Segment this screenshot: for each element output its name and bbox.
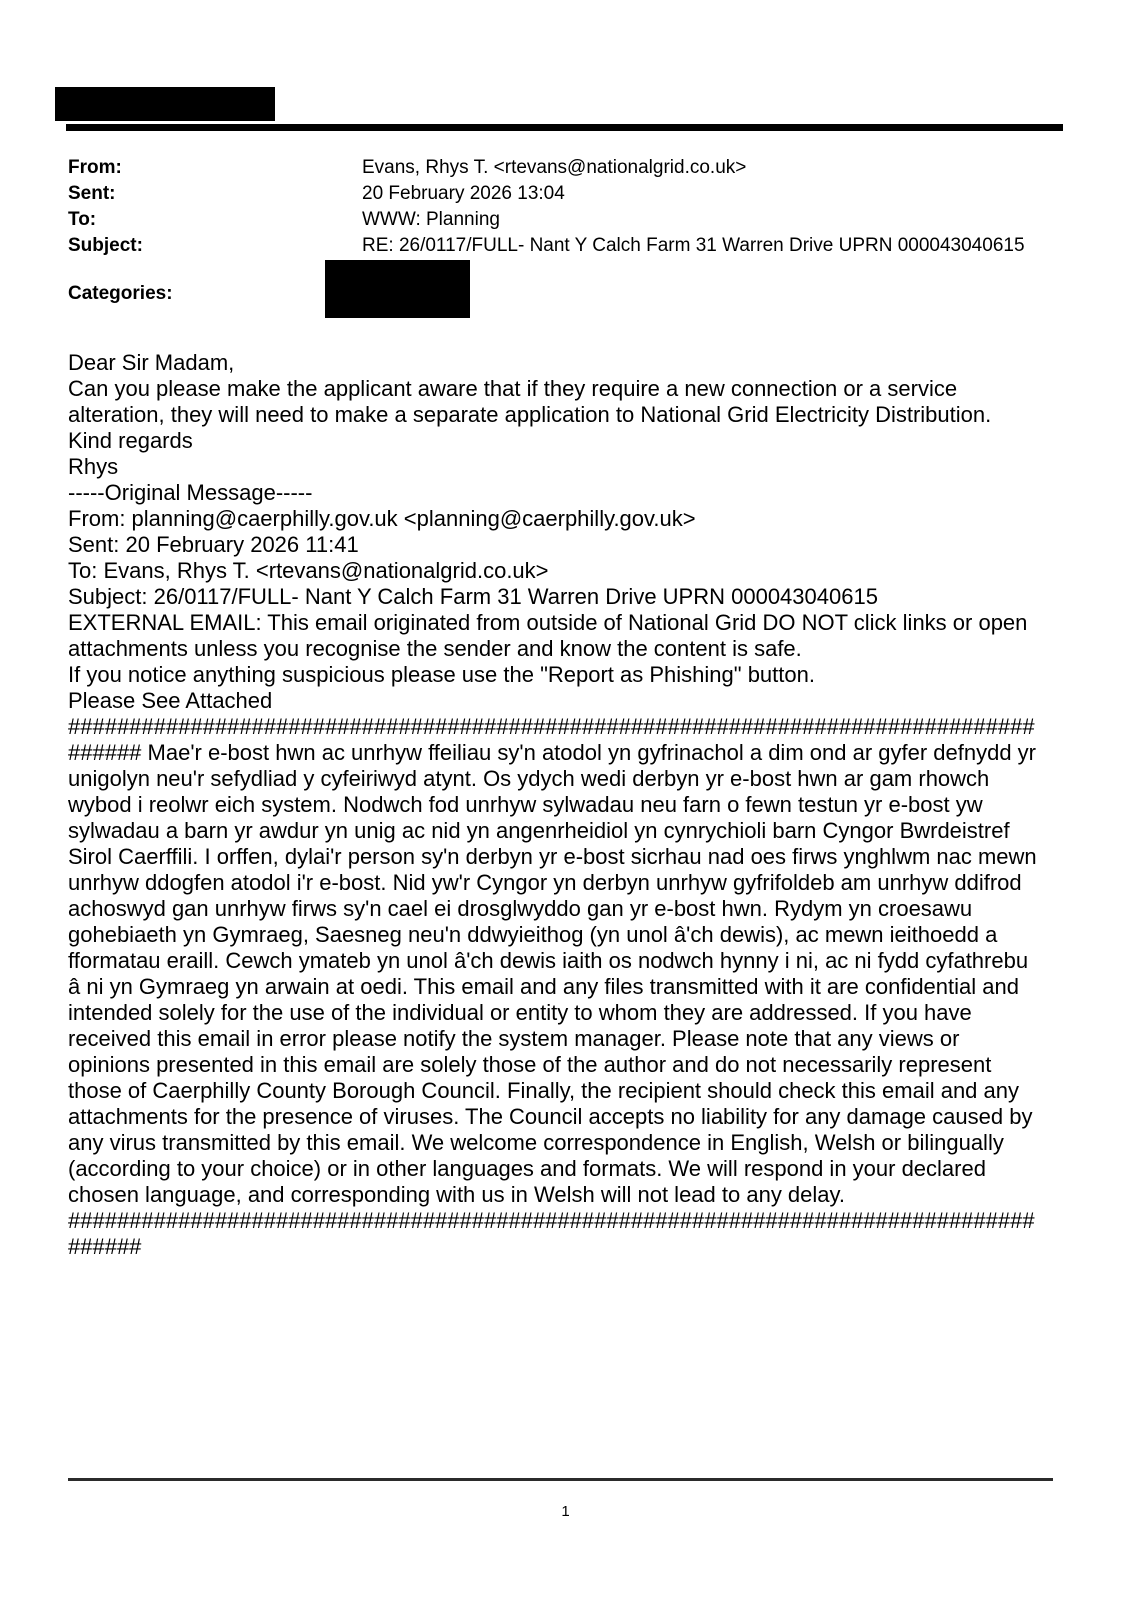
quoted-sent: Sent: 20 February 2026 11:41 xyxy=(68,532,359,557)
quoted-subject: Subject: 26/0117/FULL- Nant Y Calch Farm 31 Warren Drive UPRN 000043040615 xyxy=(68,584,878,609)
external-warning-text: EXTERNAL EMAIL: This email originated from outside of National Grid DO NOT click links or open attachments unless you recognise the sender and know the content is safe. xyxy=(68,610,1028,661)
redaction-box-top xyxy=(55,87,275,121)
external-email-warning xyxy=(68,610,1038,688)
page-number: 1 xyxy=(561,1503,570,1520)
to-label: To: xyxy=(68,209,97,230)
quoted-from: From: planning@caerphilly.gov.uk <planning@caerphilly.gov.uk> xyxy=(68,506,696,531)
to-value: WWW: Planning xyxy=(362,209,500,230)
subject-label: Subject: xyxy=(68,235,143,256)
sent-value: 20 February 2026 13:04 xyxy=(362,183,565,204)
disclaimer-hash-open: ##################################################################################### xyxy=(68,714,1035,765)
header-row-to xyxy=(68,207,1063,233)
header-row-subject xyxy=(68,233,1063,259)
phishing-note: If you notice anything suspicious please use the "Report as Phishing" button. xyxy=(68,662,815,687)
quoted-message-headers xyxy=(68,480,1038,610)
header-row-categories xyxy=(68,281,1063,307)
attachment-note: Please See Attached xyxy=(68,688,273,713)
signoff-block xyxy=(68,428,1038,480)
council-disclaimer xyxy=(68,714,1038,1260)
email-body xyxy=(68,350,1038,1260)
header-row-sent xyxy=(68,181,1063,207)
original-message-separator: -----Original Message----- xyxy=(68,480,313,505)
signoff-text: Kind regards xyxy=(68,428,193,453)
categories-label: Categories: xyxy=(68,283,173,304)
disclaimer-hash-close: ##################################################################################### xyxy=(68,1208,1035,1259)
signature-divider xyxy=(68,1478,1053,1481)
header-divider-bar xyxy=(66,124,1063,131)
subject-value: RE: 26/0117/FULL- Nant Y Calch Farm 31 Warren Drive UPRN 000043040615 xyxy=(362,235,1025,256)
disclaimer-text: Mae'r e-bost hwn ac unrhyw ffeiliau sy'n atodol yn gyfrinachol a dim ond ar gyfer defnydd yr unigolyn neu'r sefydliad y cyfeiriwyd atynt. Os ydych wedi derbyn yr e-bost hwn ar gam rhowch wybod i reolwr eich system. Nodwch fod unrhyw sylwadau neu farn o fewn testun yr e-bost yw sylwadau a barn yr awdur yn unig ac nid yn angenrheidiol yn cynrychioli barn Cyngor Bwrdeistref Sirol Caerffili. I orffen, dylai'r person sy'n derbyn yr e-bost sicrhau nad oes firws ynghlwm nac mewn unrhyw ddogfen atodol i'r e-bost. Nid yw'r Cyngor yn derbyn unrhyw gyfrifoldeb am unrhyw ddifrod achoswyd gan unrhyw firws sy'n cael ei drosglwyddo gan yr e-bost hwn. Rydym yn croesawu gohebiaeth yn Gymraeg, Saesneg neu'n ddwyieithog (yn unol â'ch dewis), ac mewn ieithoedd a fformatau eraill. Cewch ymateb yn unol â'ch dewis iaith os nodwch hynny i ni, ac ni fydd cyfathrebu â ni yn Gymraeg yn arwain at oedi. This email and any files transmitted with it are confidential and intended solely for the use of the individual or entity to whom they are addressed. If you have received this email in error please notify the system manager. Please note that any views or opinions presented in this email are solely those of the author and do not necessarily represent those of Caerphilly County Borough Council. Finally, the recipient should check this email and any attachments for the presence of viruses. The Council accepts no liability for any damage caused by any virus transmitted by this email. We welcome correspondence in English, Welsh or bilingually (according to your choice) or in other languages and formats. We will respond in your declared chosen language, and corresponding with us in Welsh will not lead to any delay. xyxy=(68,740,1037,1207)
quoted-to: To: Evans, Rhys T. <rtevans@nationalgrid.co.uk> xyxy=(68,558,549,583)
header-row-from xyxy=(68,155,1063,181)
redaction-box-categories xyxy=(325,260,470,318)
from-value: Evans, Rhys T. <rtevans@nationalgrid.co.uk> xyxy=(362,157,747,178)
email-header-fields xyxy=(68,155,1063,307)
salutation: Dear Sir Madam, xyxy=(68,350,235,375)
from-label: From: xyxy=(68,157,122,178)
body-paragraph: Can you please make the applicant aware that if they require a new connection or a service alteration, they will need to make a separate application to National Grid Electricity Distribution. xyxy=(68,376,992,427)
sent-label: Sent: xyxy=(68,183,116,204)
signature-name: Rhys xyxy=(68,454,119,479)
